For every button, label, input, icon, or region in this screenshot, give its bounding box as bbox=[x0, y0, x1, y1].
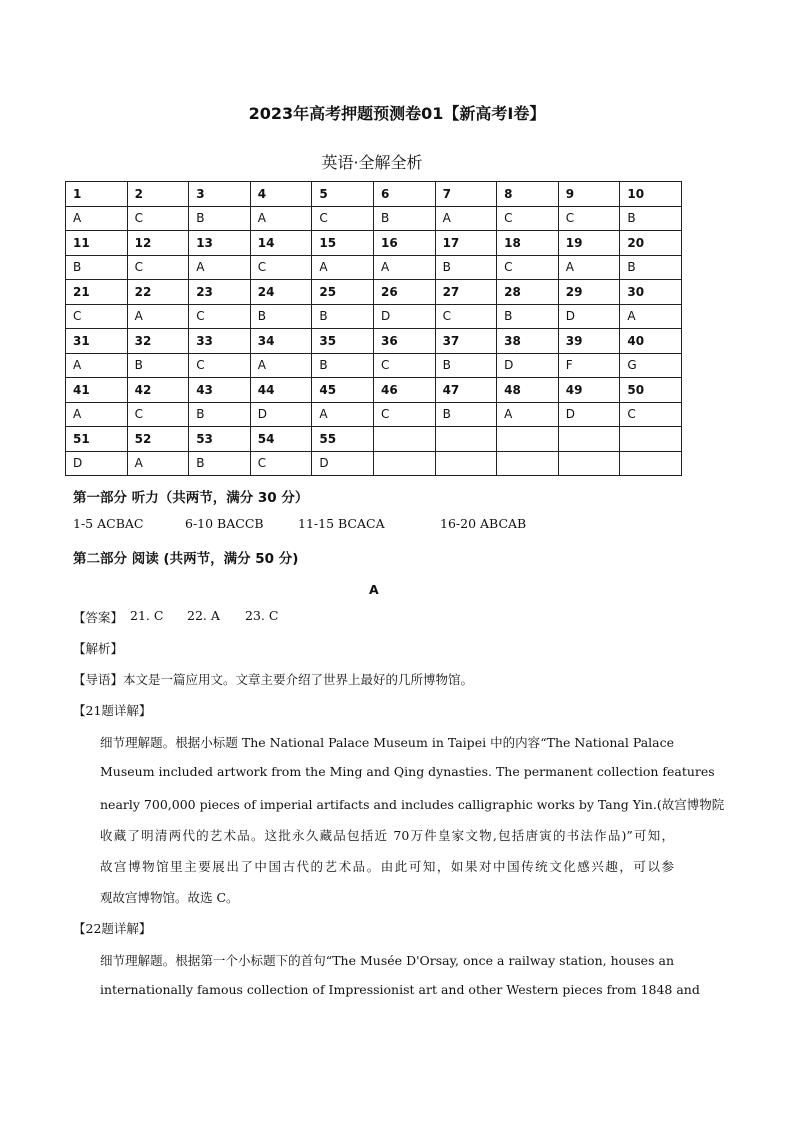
answer-cell: F bbox=[558, 353, 620, 378]
answer-cell: A bbox=[620, 304, 682, 329]
answer-cell: C bbox=[373, 353, 435, 378]
question-number-cell: 24 bbox=[250, 280, 312, 305]
question-number-cell: 11 bbox=[66, 231, 128, 256]
question-number-cell: 25 bbox=[312, 280, 374, 305]
answer-cell: A bbox=[66, 402, 128, 427]
question-number-cell: 30 bbox=[620, 280, 682, 305]
answer-cell: C bbox=[189, 304, 251, 329]
question-number-row bbox=[66, 378, 682, 403]
listening-group-1: 1-5 ACBAC bbox=[73, 516, 144, 531]
question-number-cell: 53 bbox=[189, 427, 251, 452]
question-number-cell: 20 bbox=[620, 231, 682, 256]
question-number-cell: 3 bbox=[189, 182, 251, 207]
answer-cell: B bbox=[189, 402, 251, 427]
answer-cell: B bbox=[435, 255, 497, 280]
answer-cell: A bbox=[435, 206, 497, 231]
question-number-cell: 23 bbox=[189, 280, 251, 305]
question-number-cell: 32 bbox=[127, 329, 189, 354]
question-number-cell: 39 bbox=[558, 329, 620, 354]
answer-label: 【答案】 bbox=[73, 610, 124, 625]
question-number-row bbox=[66, 427, 682, 452]
answer-cell: A bbox=[312, 255, 374, 280]
answer-cell: A bbox=[250, 206, 312, 231]
question-number-cell: 12 bbox=[127, 231, 189, 256]
answer-cell: B bbox=[66, 255, 128, 280]
question-number-row bbox=[66, 280, 682, 305]
section-label: A bbox=[369, 582, 379, 597]
answer-cell: B bbox=[435, 402, 497, 427]
question-number-cell: 44 bbox=[250, 378, 312, 403]
question-number-cell: 54 bbox=[250, 427, 312, 452]
q21-line-5: 故宫博物馆里主要展出了中国古代的艺术品。由此可知，如果对中国传统文化感兴趣，可以参 bbox=[100, 859, 674, 874]
answer-cell: D bbox=[558, 402, 620, 427]
answer-22: 22. A bbox=[187, 608, 220, 623]
question-number-cell: 49 bbox=[558, 378, 620, 403]
answer-cell: D bbox=[373, 304, 435, 329]
analysis-label: 【解析】 bbox=[73, 641, 124, 656]
question-number-cell: 17 bbox=[435, 231, 497, 256]
q21-line-1: 细节理解题。根据小标题 The National Palace Museum in Taipei 中的内容“The National Palace bbox=[100, 735, 674, 750]
answer-cell: D bbox=[497, 353, 559, 378]
part2-heading: 第二部分 阅读 (共两节，满分 50 分) bbox=[73, 551, 299, 567]
answer-cell: C bbox=[250, 255, 312, 280]
question-number-cell: 38 bbox=[497, 329, 559, 354]
answer-cell: C bbox=[497, 255, 559, 280]
question-number-cell: 43 bbox=[189, 378, 251, 403]
question-number-cell: 48 bbox=[497, 378, 559, 403]
answer-cell: A bbox=[66, 206, 128, 231]
answer-cell: A bbox=[189, 255, 251, 280]
answer-cell: D bbox=[66, 451, 128, 476]
question-number-cell: 26 bbox=[373, 280, 435, 305]
question-number-cell: 45 bbox=[312, 378, 374, 403]
answer-cell: A bbox=[127, 451, 189, 476]
answer-cell: B bbox=[312, 304, 374, 329]
answer-cell: B bbox=[373, 206, 435, 231]
answer-23: 23. C bbox=[245, 608, 279, 623]
answer-cell: D bbox=[312, 451, 374, 476]
question-number-cell: 8 bbox=[497, 182, 559, 207]
question-number-cell: 9 bbox=[558, 182, 620, 207]
q21-line-3: nearly 700,000 pieces of imperial artifacts and includes calligraphic works by Tang Yin.(故宫博物院 bbox=[100, 797, 725, 812]
answer-cell: B bbox=[435, 353, 497, 378]
question-number-cell: 2 bbox=[127, 182, 189, 207]
listening-group-2: 6-10 BACCB bbox=[185, 516, 264, 531]
question-number-cell: 7 bbox=[435, 182, 497, 207]
question-number-row bbox=[66, 329, 682, 354]
question-number-cell: 10 bbox=[620, 182, 682, 207]
question-number-cell: 55 bbox=[312, 427, 374, 452]
answer-cell: C bbox=[497, 206, 559, 231]
answer-cell: B bbox=[620, 206, 682, 231]
question-number-cell: 37 bbox=[435, 329, 497, 354]
question-number-cell: 41 bbox=[66, 378, 128, 403]
question-number-cell: 29 bbox=[558, 280, 620, 305]
page-subtitle: 英语·全解全析 bbox=[321, 153, 423, 172]
answer-cell: G bbox=[620, 353, 682, 378]
q22-label: 【22题详解】 bbox=[73, 921, 152, 936]
question-number-cell: 22 bbox=[127, 280, 189, 305]
question-number-cell bbox=[497, 427, 559, 452]
question-number-cell: 14 bbox=[250, 231, 312, 256]
question-number-cell: 51 bbox=[66, 427, 128, 452]
answer-cell: C bbox=[620, 402, 682, 427]
answer-cell: A bbox=[558, 255, 620, 280]
question-number-cell: 47 bbox=[435, 378, 497, 403]
answer-cell: C bbox=[66, 304, 128, 329]
question-number-cell: 33 bbox=[189, 329, 251, 354]
page-title: 2023年高考押题预测卷01【新高考Ⅰ卷】 bbox=[248, 104, 546, 123]
answer-row bbox=[66, 206, 682, 231]
answer-cell bbox=[373, 451, 435, 476]
q22-line-2: internationally famous collection of Impressionist art and other Western pieces from 1848 and bbox=[100, 982, 700, 997]
answer-cell bbox=[620, 451, 682, 476]
question-number-cell: 19 bbox=[558, 231, 620, 256]
answer-cell: D bbox=[558, 304, 620, 329]
answer-cell: A bbox=[250, 353, 312, 378]
answer-cell: A bbox=[127, 304, 189, 329]
answer-row bbox=[66, 451, 682, 476]
question-number-cell: 13 bbox=[189, 231, 251, 256]
question-number-cell: 42 bbox=[127, 378, 189, 403]
answer-cell: D bbox=[250, 402, 312, 427]
answer-row bbox=[66, 353, 682, 378]
answer-cell: C bbox=[435, 304, 497, 329]
question-number-cell: 52 bbox=[127, 427, 189, 452]
answer-key-table bbox=[65, 181, 682, 476]
answer-cell: A bbox=[497, 402, 559, 427]
question-number-cell bbox=[373, 427, 435, 452]
answer-row bbox=[66, 304, 682, 329]
question-number-cell: 36 bbox=[373, 329, 435, 354]
answer-cell: C bbox=[312, 206, 374, 231]
answer-cell: C bbox=[558, 206, 620, 231]
answer-cell: B bbox=[620, 255, 682, 280]
answer-cell: B bbox=[127, 353, 189, 378]
answer-cell: C bbox=[127, 206, 189, 231]
answer-cell bbox=[435, 451, 497, 476]
answer-cell: C bbox=[127, 402, 189, 427]
answer-cell: B bbox=[312, 353, 374, 378]
answer-cell: C bbox=[250, 451, 312, 476]
answer-cell: B bbox=[250, 304, 312, 329]
answer-cell: A bbox=[373, 255, 435, 280]
question-number-cell: 28 bbox=[497, 280, 559, 305]
question-number-cell: 34 bbox=[250, 329, 312, 354]
guide-text: 【导语】本文是一篇应用文。文章主要介绍了世界上最好的几所博物馆。 bbox=[73, 672, 474, 687]
answer-cell: B bbox=[189, 206, 251, 231]
q21-line-2: Museum included artwork from the Ming and Qing dynasties. The permanent collection features bbox=[100, 764, 715, 779]
listening-group-3: 11-15 BCACA bbox=[298, 516, 385, 531]
question-number-cell: 18 bbox=[497, 231, 559, 256]
q22-line-1: 细节理解题。根据第一个小标题下的首句“The Musée D'Orsay, once a railway station, houses an bbox=[100, 953, 674, 968]
question-number-cell: 50 bbox=[620, 378, 682, 403]
question-number-cell bbox=[435, 427, 497, 452]
question-number-cell: 35 bbox=[312, 329, 374, 354]
q21-label: 【21题详解】 bbox=[73, 703, 152, 718]
answer-cell: A bbox=[66, 353, 128, 378]
answer-21: 21. C bbox=[130, 608, 164, 623]
answer-cell bbox=[497, 451, 559, 476]
answer-cell bbox=[558, 451, 620, 476]
listening-group-4: 16-20 ABCAB bbox=[440, 516, 527, 531]
question-number-cell: 16 bbox=[373, 231, 435, 256]
q21-line-6: 观故宫博物馆。故选 C。 bbox=[100, 890, 239, 905]
question-number-cell: 6 bbox=[373, 182, 435, 207]
answer-row bbox=[66, 402, 682, 427]
answer-cell: B bbox=[497, 304, 559, 329]
q21-line-4: 收藏了明清两代的艺术品。这批永久藏品包括近 70万件皇家文物,包括唐寅的书法作品)”可知， bbox=[100, 828, 674, 843]
question-number-cell: 40 bbox=[620, 329, 682, 354]
part1-heading: 第一部分 听力（共两节，满分 30 分） bbox=[73, 490, 309, 506]
answer-cell: A bbox=[312, 402, 374, 427]
question-number-cell: 15 bbox=[312, 231, 374, 256]
question-number-cell: 1 bbox=[66, 182, 128, 207]
question-number-cell: 4 bbox=[250, 182, 312, 207]
question-number-cell: 27 bbox=[435, 280, 497, 305]
question-number-row bbox=[66, 231, 682, 256]
answer-cell: C bbox=[373, 402, 435, 427]
question-number-cell: 21 bbox=[66, 280, 128, 305]
question-number-cell: 5 bbox=[312, 182, 374, 207]
answer-row bbox=[66, 255, 682, 280]
answer-cell: B bbox=[189, 451, 251, 476]
answer-cell: C bbox=[189, 353, 251, 378]
question-number-cell bbox=[620, 427, 682, 452]
question-number-cell bbox=[558, 427, 620, 452]
question-number-cell: 31 bbox=[66, 329, 128, 354]
question-number-cell: 46 bbox=[373, 378, 435, 403]
answer-cell: C bbox=[127, 255, 189, 280]
question-number-row bbox=[66, 182, 682, 207]
